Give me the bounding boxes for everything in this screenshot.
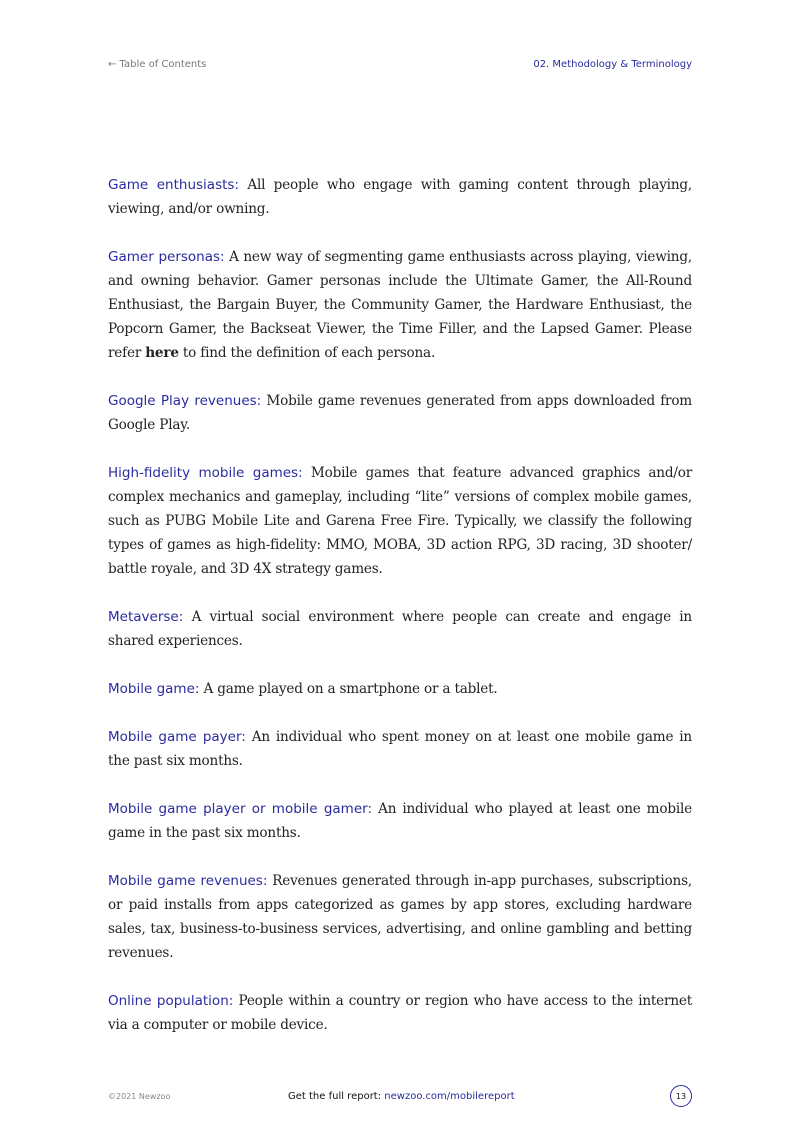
definition-high-fidelity-mobile-games [108, 461, 692, 581]
page-header [108, 59, 692, 70]
definition-text: All people who engage with gaming content through playing, viewing, and/or owning. [108, 177, 692, 217]
definition-text: Revenues generated through in-app purchases, subscriptions, or paid installs from apps categorized as games by app stores, excluding hardware sales, tax, business-to-business services, advertising, and online gambling and betting revenues. [108, 873, 692, 961]
definition-text: A virtual social environment where people can create and engage in shared experiences. [108, 609, 692, 649]
here-link[interactable]: here [145, 345, 179, 361]
term: High-fidelity mobile games: [108, 465, 303, 481]
definition-text: A new way of segmenting game enthusiasts across playing, viewing, and owning behavior. Gamer personas include the Ultimate Gamer, the All-Round Enthusiast, the Bargain Buyer, the Community Gamer, the Hardware Enthusiast, the Popcorn Gamer, the Backseat Viewer, the Time Filler, and the Lapsed Gamer. Please refer [108, 249, 692, 361]
definition-text: People within a country or region who have access to the internet via a computer or mobile device. [108, 993, 692, 1033]
section-title: 02. Methodology & Terminology [533, 59, 692, 70]
cta-label: Get the full report: [288, 1091, 385, 1102]
definition-online-population [108, 989, 692, 1037]
term: Mobile game payer: [108, 729, 246, 745]
definition-text: An individual who played at least one mobile game in the past six months. [108, 801, 693, 841]
definition-text: to find the definition of each persona. [178, 345, 436, 361]
definition-game-enthusiasts [108, 173, 692, 221]
definition-mobile-game-payer [108, 725, 692, 773]
full-report-cta [288, 1091, 515, 1102]
term: Mobile game: [108, 681, 200, 697]
copyright: ©2021 Newzoo [108, 1092, 171, 1101]
definition-metaverse [108, 605, 692, 653]
definition-mobile-game [108, 677, 692, 701]
term: Mobile game player or mobile gamer: [108, 801, 372, 817]
definitions-list [108, 173, 692, 1061]
definition-text: An individual who spent money on at least one mobile game in the past six months. [108, 729, 692, 769]
table-of-contents-link[interactable]: ← Table of Contents [108, 59, 207, 70]
term: Metaverse: [108, 609, 184, 625]
definition-text: A game played on a smartphone or a tablet. [199, 681, 498, 697]
term: Online population: [108, 993, 234, 1009]
term: Gamer personas: [108, 249, 225, 265]
page-footer [108, 1085, 692, 1109]
term: Game enthusiasts: [108, 177, 239, 193]
definition-text: Mobile games that feature advanced graphics and/or complex mechanics and gameplay, including “lite” versions of complex mobile games, such as PUBG Mobile Lite and Garena Free Fire. Typically, we classify the following types of games as high-fidelity: MMO, MOBA, 3D action RPG, 3D racing, 3D shooter/ battle royale, and 3D 4X strategy games. [108, 465, 693, 577]
definition-gamer-personas [108, 245, 692, 365]
definition-text: Mobile game revenues generated from apps downloaded from Google Play. [108, 393, 692, 433]
report-link[interactable]: newzoo.com/mobilereport [384, 1091, 515, 1102]
definition-mobile-game-revenues [108, 869, 692, 965]
term: Google Play revenues: [108, 393, 262, 409]
page-number: 13 [670, 1085, 692, 1107]
term: Mobile game revenues: [108, 873, 268, 889]
definition-mobile-game-player [108, 797, 692, 845]
definition-google-play-revenues [108, 389, 692, 437]
